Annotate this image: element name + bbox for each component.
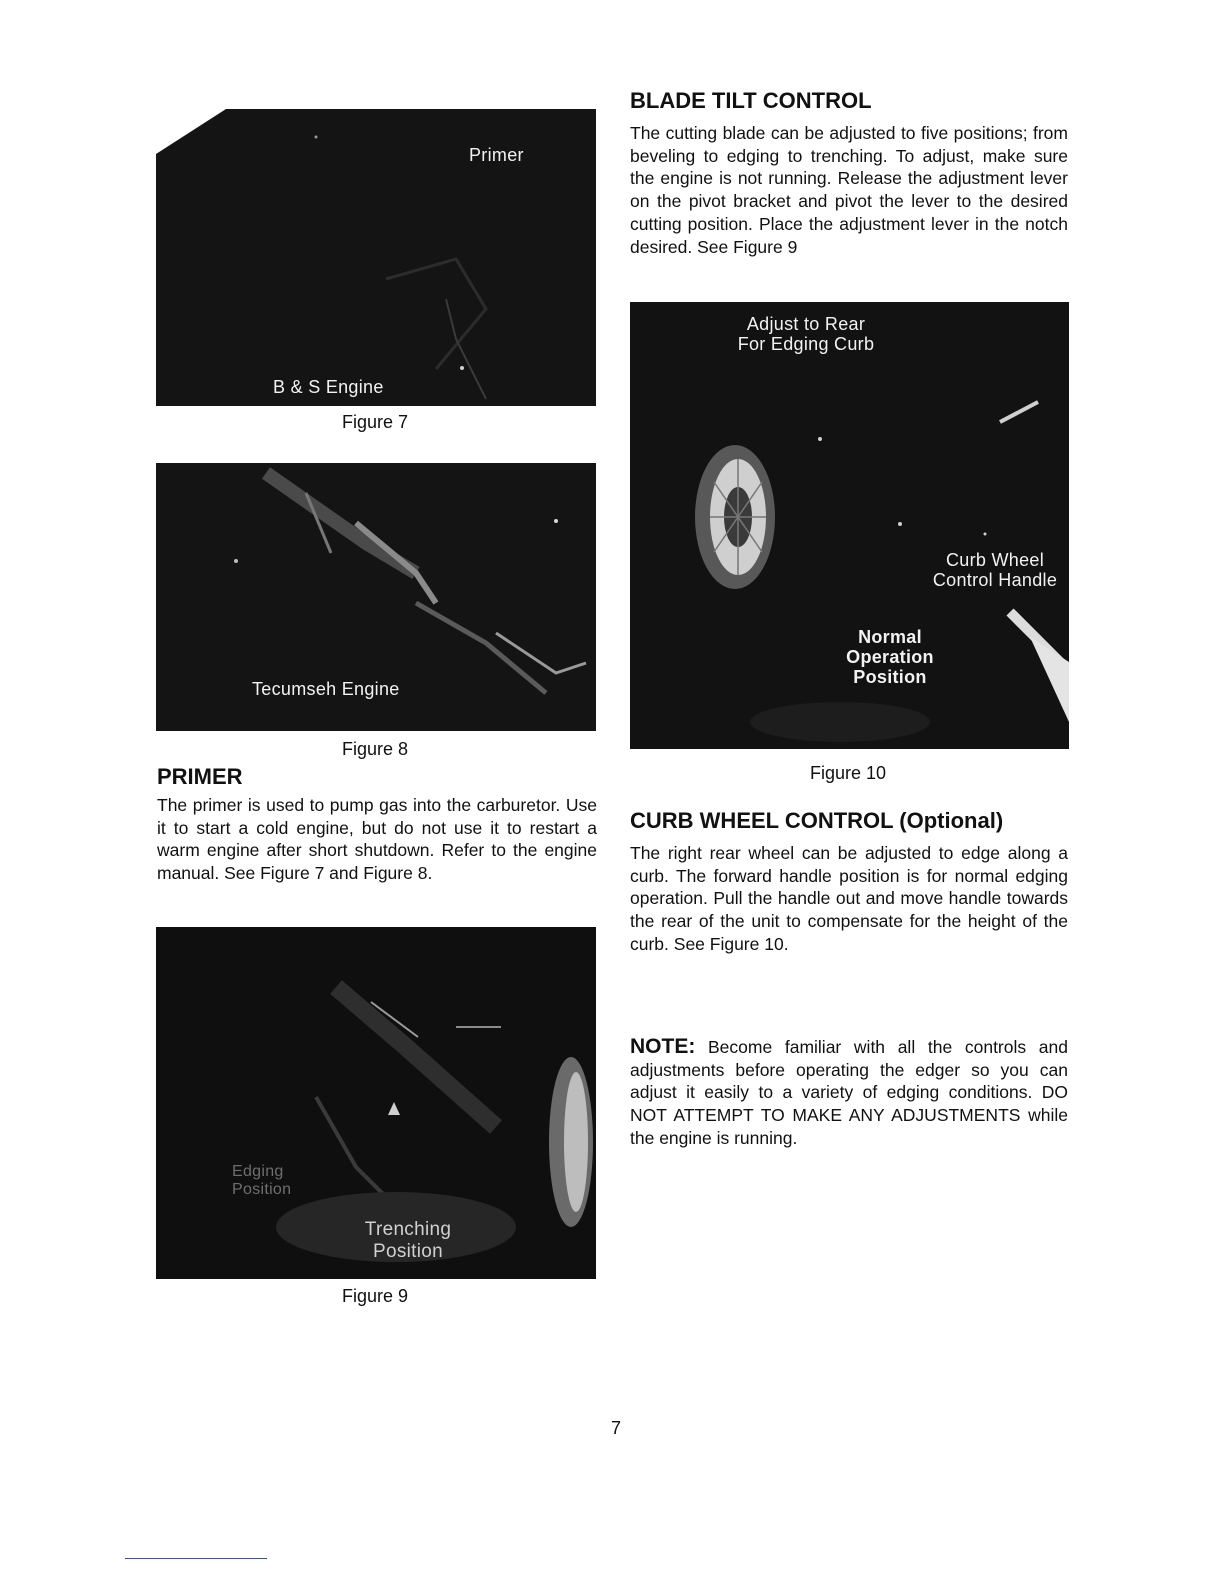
figure-9-caption: Figure 9 (342, 1286, 409, 1306)
figure-10-label-line-6: Operation (846, 647, 934, 667)
note-paragraph (630, 1036, 1068, 1150)
figure-9-label-edging-position: Edging Position (232, 1163, 292, 1198)
figure-10-label-line-1: Adjust to Rear (746, 314, 866, 334)
figure-9-photo (156, 927, 596, 1279)
figure-10-label-line-3: Curb Wheel (945, 550, 1045, 570)
blade-tilt-paragraph: The cutting blade can be adjusted to five positions; from beveling to edging to trenching. To adjust, make sure the engine is not running. Release the adjustment lever on the pivot bracket and pivot the lever to the desired cutting position. Place the adjustment lever in the notch desired. See Figure 9 (630, 123, 1068, 257)
primer-paragraph: The primer is used to pump gas into the carburetor. Use it to start a cold engine, but do not use it to restart a warm engine after short shutdown. Refer to the engine manual. See Figure 7 and Figure 8. (157, 795, 597, 884)
curb-wheel-heading: CURB WHEEL CONTROL (Optional) (630, 808, 1004, 833)
figure-10-label-line-7: Position (853, 667, 927, 687)
figure-7-label-primer: Primer (469, 145, 524, 165)
footer-rule (125, 1558, 267, 1559)
figure-10-label-adjust-to-rear (726, 314, 886, 354)
figure-8-label-tecumseh-engine: Tecumseh Engine (252, 679, 400, 699)
figure-10-label-line-4: Control Handle (932, 570, 1058, 590)
blade-tilt-heading: BLADE TILT CONTROL (630, 88, 872, 113)
figure-10-label-normal-operation (820, 627, 960, 687)
figure-7-label-bs-engine: B & S Engine (273, 377, 384, 397)
note-text: Become familiar with all the controls and adjustments before operating the edger so you can adjust it easily to a variety of edging conditions. DO NOT ATTEMPT TO MAKE ANY ADJUSTMENTS while the engine is running. (630, 1037, 1068, 1148)
figure-8-photo (156, 463, 596, 731)
figure-10-label-line-2: For Edging Curb (737, 334, 875, 354)
figure-7-photo (156, 109, 596, 406)
figure-9-label-trenching-position: Trenching Position (364, 1219, 452, 1262)
page-number: 7 (611, 1418, 622, 1438)
primer-heading: PRIMER (157, 764, 243, 789)
figure-7-caption: Figure 7 (342, 412, 409, 432)
note-label: NOTE: (630, 1035, 696, 1058)
figure-8-caption: Figure 8 (342, 739, 409, 759)
figure-7-graphic (156, 109, 596, 406)
curb-wheel-paragraph: The right rear wheel can be adjusted to edge along a curb. The forward handle position is for normal edging operation. Pull the handle out and move handle towards the rear of the unit to compensate for the height of the curb. See Figure 10. (630, 843, 1068, 954)
figure-10-photo (630, 302, 1069, 749)
figure-10-label-curb-wheel (920, 550, 1069, 590)
figure-10-caption: Figure 10 (810, 763, 887, 783)
figure-10-label-line-5: Normal (858, 627, 922, 647)
